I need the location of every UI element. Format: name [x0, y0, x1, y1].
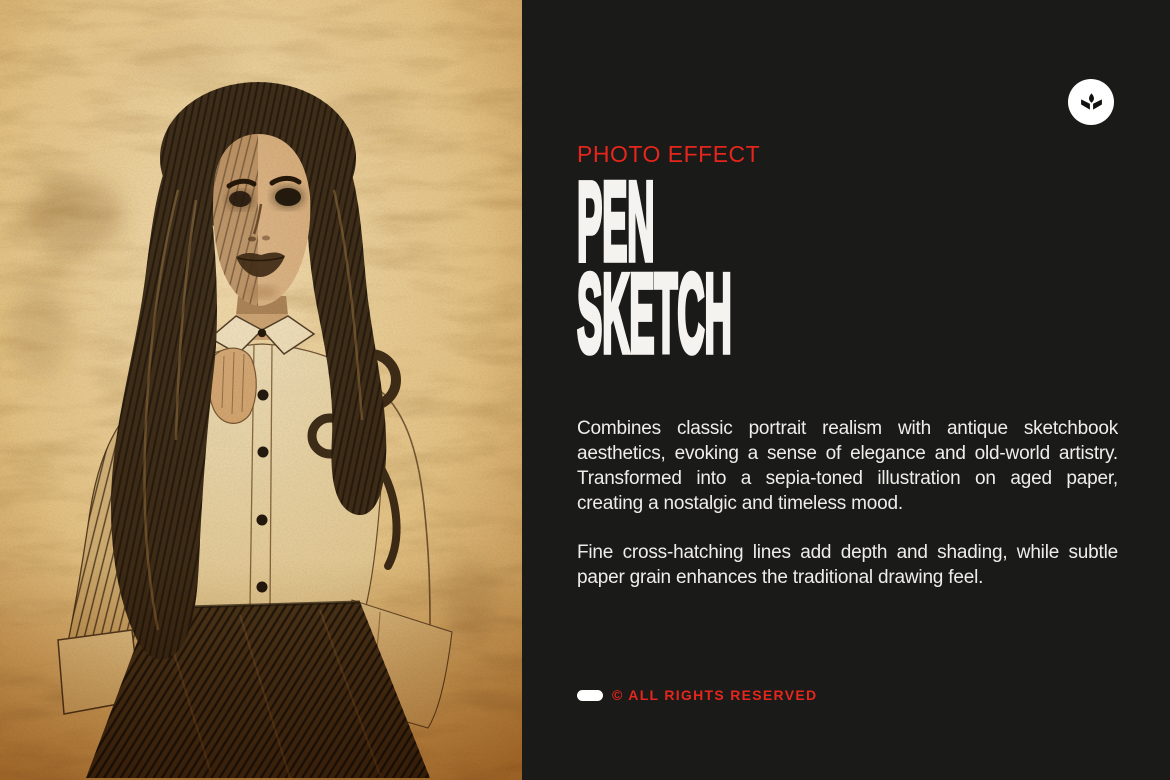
pill-badge: [577, 690, 603, 701]
portrait-illustration: [0, 0, 522, 780]
description: [577, 416, 1118, 590]
brand-logo: [1068, 79, 1114, 125]
title-line-2: SKETCH: [577, 250, 732, 377]
page-title: [574, 158, 804, 384]
footer: [577, 687, 817, 703]
copyright-text: © ALL RIGHTS RESERVED: [612, 687, 818, 703]
eyebrow-label: PHOTO EFFECT: [577, 141, 761, 167]
description-paragraph-2: Fine cross-hatching lines add depth and shading, while subtle paper grain enhances the traditional drawing feel.: [577, 542, 1118, 588]
pen-sketch-artwork: [0, 0, 522, 780]
title-line-1: PEN: [577, 158, 655, 285]
bud-icon: [1079, 91, 1104, 113]
description-paragraph-1: Combines classic portrait realism with antique sketchbook aesthetics, evoking a sense of elegance and old-world artistry. Transformed into a sepia-toned illustration on aged paper, creating a nostalgic and timeless mood.: [577, 418, 1118, 514]
info-panel: [522, 0, 1170, 780]
